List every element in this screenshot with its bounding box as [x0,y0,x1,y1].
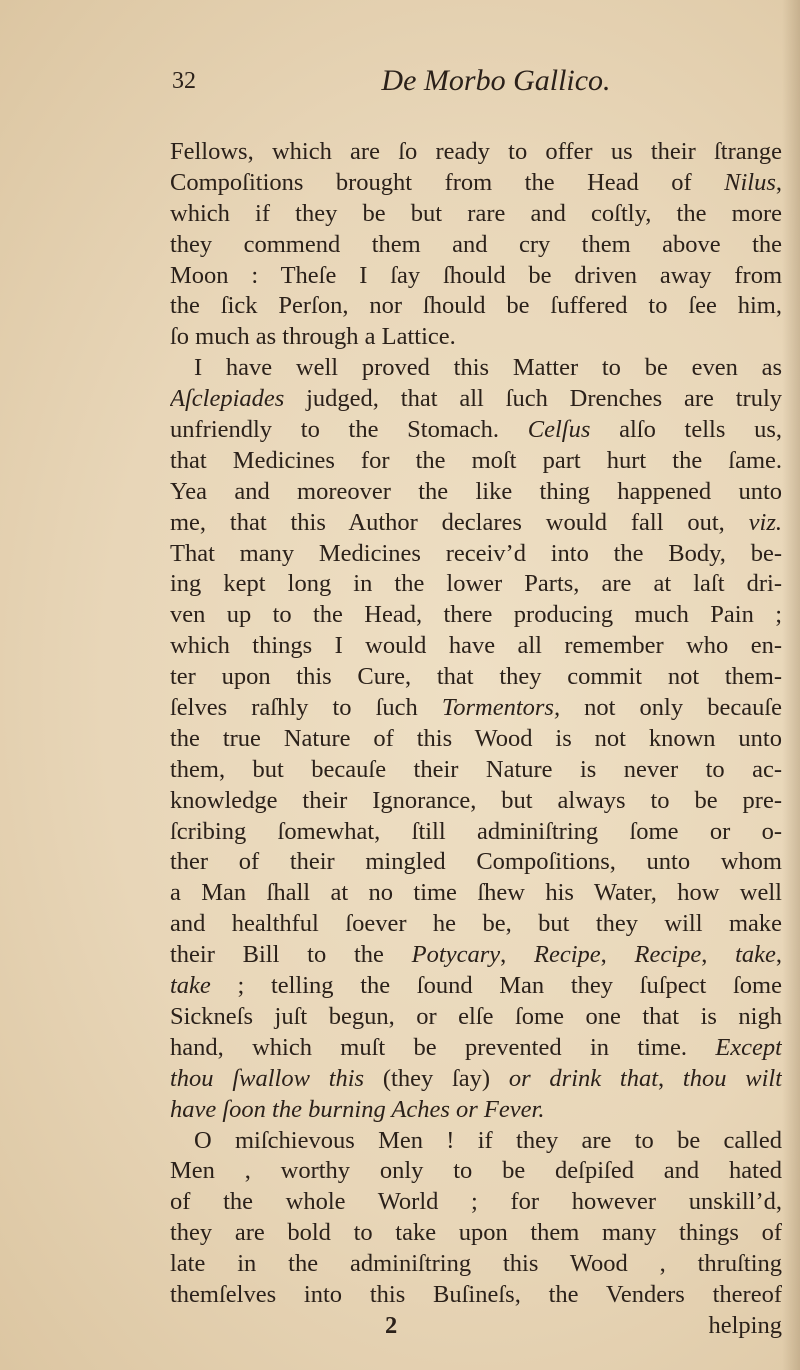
text-line [170,508,782,539]
body-text [170,137,782,1311]
italic-text: have ſoon the burning Aches or Fever. [170,1095,545,1123]
text-line [170,817,782,848]
text-segment: ; telling the ſound Man they ſuſpect ſome [210,972,782,1000]
text-segment: ſelves raſhly to ſuch [170,694,442,722]
text-segment: ther of their mingled Compoſitions, unto whom [170,848,782,876]
italic-text: Nilus [724,168,776,196]
text-line [170,199,782,230]
text-line [170,693,782,724]
text-segment: that Medicines for the moſt part hurt the ſame. [170,446,782,474]
text-line [170,755,782,786]
text-line [170,1002,782,1033]
text-line [170,322,782,353]
text-segment: ven up to the Head, there producing much Pain ; [170,601,782,629]
italic-text: Recipe [634,941,702,969]
page-footer [170,1312,782,1344]
text-segment: late in the adminiſtring this Wood , thruſting [170,1250,782,1278]
text-segment: Men , worthy only to be deſpiſed and hated [170,1157,782,1185]
text-line [170,384,782,415]
text-line [170,1187,782,1218]
italic-text: take [735,941,776,969]
text-line [170,1064,782,1095]
text-segment: alſo tells us, [590,416,782,444]
text-line [170,291,782,322]
page-edge-shadow [782,0,800,1370]
italic-text: Recipe [534,941,601,969]
text-line [170,569,782,600]
text-segment: which if they be but rare and coſtly, the more [170,199,782,227]
text-line [170,353,782,384]
text-segment: hand, which muſt be prevented in time. [170,1033,716,1061]
text-segment: knowledge their Ignorance, but always to be pre- [170,786,782,814]
text-segment: That many Medicines receiv’d into the Body, be- [170,539,782,567]
page-number: 32 [172,68,196,94]
italic-text: thou ſwallow this [170,1064,365,1092]
text-segment: Moon : Theſe I ſay ſhould be driven away from [170,261,782,289]
catchword: helping [708,1312,782,1339]
text-segment: O miſchievous Men ! if they are to be called [194,1126,782,1154]
text-line [170,971,782,1002]
italic-text: viz. [748,508,782,536]
text-segment: a Man ſhall at no time ſhew his Water, how well [170,879,782,907]
signature-mark: 2 [385,1312,398,1339]
text-segment: they commend them and cry them above the [170,230,782,258]
text-segment: , [600,941,635,969]
text-segment: Sickneſs juſt begun, or elſe ſome one that is nigh [170,1002,782,1030]
text-segment: not only becauſe [560,694,782,722]
text-line [170,415,782,446]
text-segment: Fellows, which are ſo ready to offer us their ſtrange [170,138,782,165]
text-segment: , [775,168,782,196]
text-line [170,878,782,909]
text-segment: of the whole World ; for however unskill’d, [170,1188,782,1216]
text-line [170,539,782,570]
italic-text: Tormentors, [441,694,561,722]
text-segment: ing kept long in the lower Parts, are at laſt dri- [170,570,782,598]
text-segment: , [775,941,782,969]
text-line [170,847,782,878]
text-segment: the true Nature of this Wood is not known unto [170,724,782,752]
text-segment: and healthful ſoever he be, but they will make [170,910,782,938]
text-segment: themſelves into this Buſineſs, the Venders thereof [170,1280,782,1308]
text-segment: ſcribing ſomewhat, ſtill adminiſtring ſome or o- [170,817,782,845]
text-line [170,1280,782,1311]
text-line [170,446,782,477]
italic-text: Except [715,1033,782,1061]
text-segment: , [701,941,736,969]
text-segment: ſo much as through a Lattice. [170,323,456,351]
italic-text: thou wilt [682,1064,782,1092]
running-title: De Morbo Gallico. [381,64,611,97]
text-line [170,137,782,168]
text-segment: , [500,941,534,969]
text-line [170,1095,782,1126]
text-segment: unfriendly to the Stomach. [170,416,528,444]
text-line [170,909,782,940]
text-line [170,600,782,631]
text-segment: the ſick Perſon, nor ſhould be ſuffered to ſee him, [170,292,782,320]
text-segment: I have well proved this Matter to be even as [194,354,782,382]
text-line [170,1033,782,1064]
text-segment: which things I would have all remember who en- [170,632,782,660]
italic-text: or drink that [508,1064,659,1092]
text-line [170,1156,782,1187]
text-line [170,940,782,971]
text-line [170,724,782,755]
text-line [170,1126,782,1157]
text-segment: their Bill to the [170,941,412,969]
italic-text: Aſclepiades [170,385,285,413]
text-segment: me, that this Author declares would fall out, [170,508,749,536]
text-segment: judged, that all ſuch Drenches are truly [284,385,782,413]
text-line [170,261,782,292]
text-segment: Yea and moreover the like thing happened unto [170,477,782,505]
text-line [170,168,782,199]
text-segment: (they ſay) [364,1064,509,1092]
text-segment: Compoſitions brought from the Head of [170,168,725,196]
italic-text: Potycary [411,941,501,969]
text-segment: ter upon this Cure, that they commit not them- [170,663,782,691]
text-line [170,1249,782,1280]
italic-text: Celſus [527,416,591,444]
text-line [170,631,782,662]
text-line [170,230,782,261]
text-line [170,786,782,817]
text-segment: , [658,1064,683,1092]
text-line [170,477,782,508]
text-line [170,1218,782,1249]
italic-text: take [170,972,211,1000]
text-line [170,662,782,693]
running-header [170,64,782,104]
text-segment: they are bold to take upon them many things of [170,1219,782,1247]
text-segment: them, but becauſe their Nature is never to ac- [170,755,782,783]
